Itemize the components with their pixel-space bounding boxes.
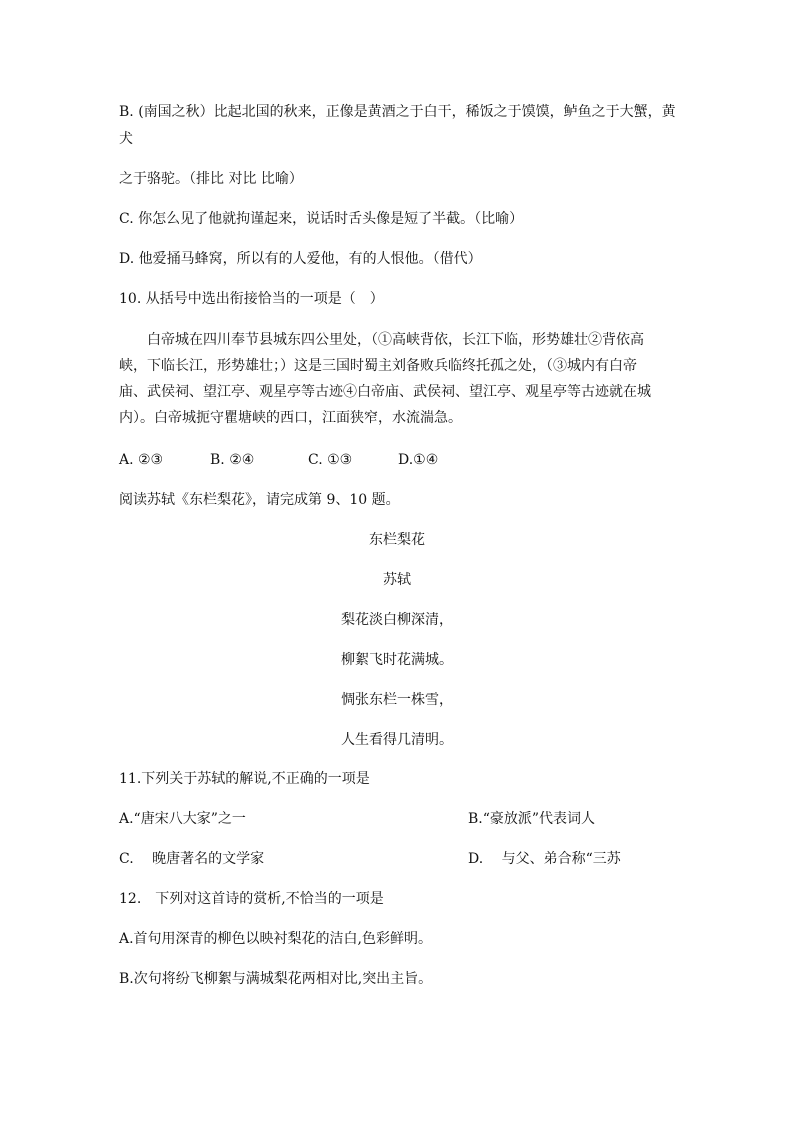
q10-option-d: D.①④ — [398, 452, 439, 468]
reading-intro: 阅读苏轼《东栏梨花》，请完成第 9、10 题。 — [119, 492, 400, 508]
q10-option-c: C. ①③ — [308, 452, 353, 468]
poem-line-2: 柳絮飞时花满城。 — [341, 652, 453, 668]
q9-option-c: C. 你怎么见了他就拘谨起来，说话时舌头像是短了半截。（比喻） — [119, 211, 524, 227]
q10-option-b: B. ②④ — [210, 452, 255, 468]
poem-line-1: 梨花淡白柳深清， — [341, 612, 453, 628]
q10-passage: 白帝城在四川奉节县城东四公里处，（①高峡背依，长江下临，形势雄壮②背依高峡，下临长江，形势雄壮；）这是三国时蜀主刘备败兵临终托孤之处，（③城内有白帝庙、武侯祠、望江亭、观星亭等古迹④白帝庙、武侯祠、望江亭、观星亭等古迹就在城内）。白帝城扼守瞿塘峡的西口，江面狭窄，水流湍急。 — [119, 332, 651, 426]
q11-option-a: A.“唐宋八大家”之一 — [119, 811, 246, 827]
q9-option-b-line2: 犬 — [119, 131, 133, 147]
q9-option-b-line3: 之于骆驼。（排比 对比 比喻） — [119, 171, 303, 187]
poem-line-3: 惆张东栏一株雪， — [341, 692, 453, 708]
q12-option-a: A.首句用深青的柳色以映衬梨花的洁白,色彩鲜明。 — [119, 931, 433, 947]
q12-stem: 12. 下列对这首诗的赏析,不恰当的一项是 — [119, 891, 384, 907]
poem-line-4: 人生看得几清明。 — [341, 732, 453, 748]
q11-option-d: D. 与父、弟合称“三苏 — [468, 851, 621, 867]
q9-option-d: D. 他爱捅马蜂窝，所以有的人爱他，有的人恨他。（借代） — [119, 251, 482, 267]
q11-option-c: C. 晚唐著名的文学家 — [119, 851, 265, 867]
q11-stem: 11.下列关于苏轼的解说,不正确的一项是 — [119, 771, 370, 787]
q9-option-b-line1: B. (南国之秋）比起北国的秋来，正像是黄酒之于白干，稀饭之于馍馍，鲈鱼之于大蟹，黄 — [119, 104, 676, 120]
q11-option-b: B.“豪放派”代表词人 — [468, 811, 596, 827]
q12-option-b: B.次句将纷飞柳絮与满城梨花两相对比,突出主旨。 — [119, 971, 433, 987]
poem-title: 东栏梨花 — [369, 532, 425, 548]
q10-stem: 10. 从括号中选出衔接恰当的一项是（ ） — [119, 291, 384, 307]
q10-option-a: A. ②③ — [119, 452, 164, 468]
poem-author: 苏轼 — [383, 572, 411, 588]
